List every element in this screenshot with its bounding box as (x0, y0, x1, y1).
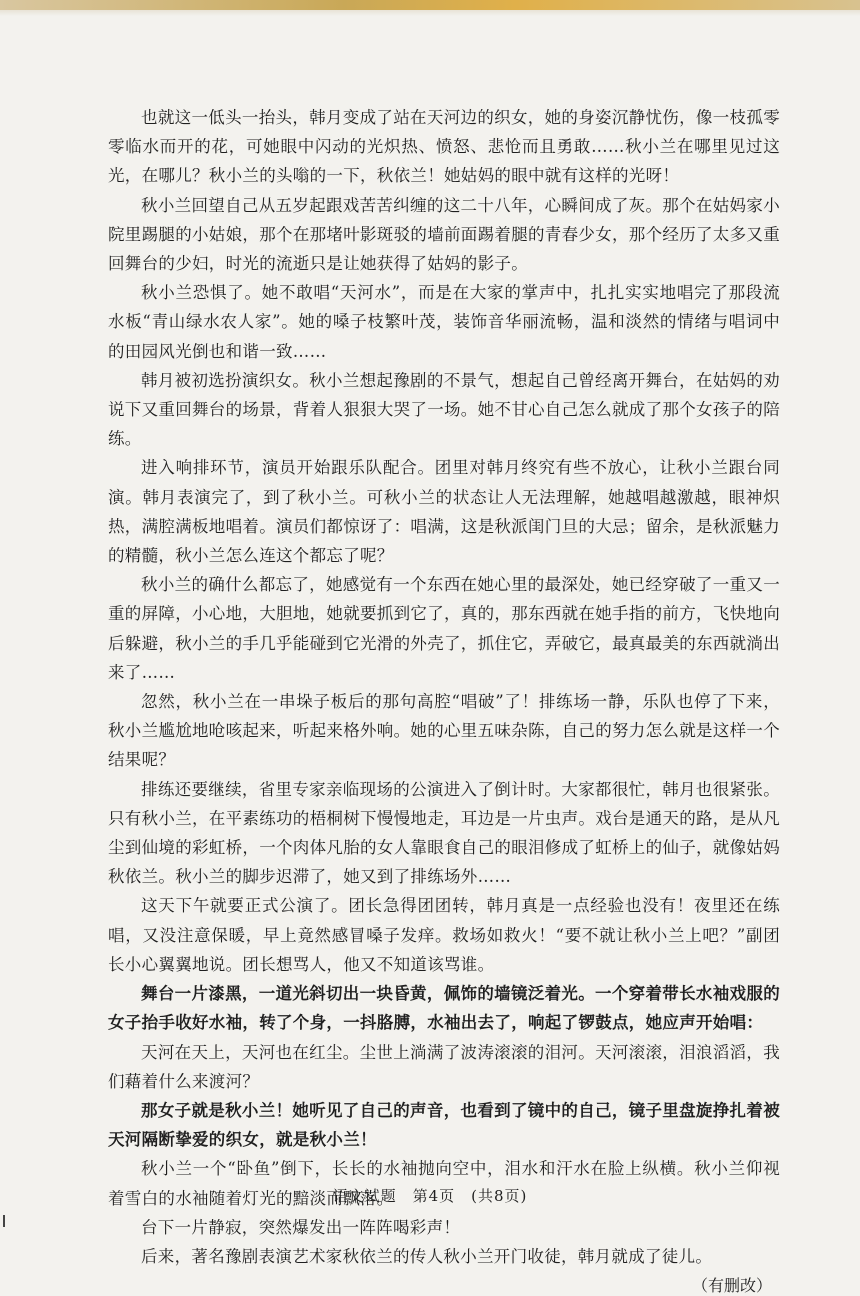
binding-mark (3, 1215, 5, 1227)
paragraph: 那女子就是秋小兰！她听见了自己的声音，也看到了镜中的自己，镜子里盘旋挣扎着被天河隔断挚爱的织女，就是秋小兰！ (108, 1100, 780, 1150)
page-top-shadow (0, 10, 860, 16)
page-top-edge (0, 0, 860, 10)
paragraph: 秋小兰回望自己从五岁起跟戏苦苦纠缠的这二十八年，心瞬间成了灰。那个在姑妈家小院里踢腿的小姑娘，那个在那堵叶影斑驳的墙前面踢着腿的青春少女，那个经历了太多又重回舞台的少妇，时光的流逝只是让她获得了姑妈的影子。 (108, 195, 780, 274)
paragraph: 天河在天上，天河也在红尘。尘世上淌满了波涛滚滚的泪河。天河滚滚，泪浪滔滔，我们藉着什么来渡河？ (108, 1042, 780, 1091)
paragraph: 舞台一片漆黑，一道光斜切出一块昏黄，佩饰的墙镜泛着光。一个穿着带长水袖戏服的女子抬手收好水袖，转了个身，一抖胳膊，水袖出去了，响起了锣鼓点，她应声开始唱： (108, 984, 780, 1033)
edit-note: （有删改） (691, 1276, 772, 1296)
paragraph: 后来，著名豫剧表演艺术家秋依兰的传人秋小兰开门收徒，韩月就成了徒儿。 (141, 1246, 713, 1266)
paragraph: 排练还要继续，省里专家亲临现场的公演进入了倒计时。大家都很忙，韩月也很紧张。只有秋小兰，在平素练功的梧桐树下慢慢地走，耳边是一片虫声。戏台是通天的路，是从凡尘到仙境的彩虹桥，一个肉体凡胎的女人靠眼食自己的眼泪修成了虹桥上的仙子，就像姑妈秋依兰。秋小兰的脚步迟滞了，她又到了排练场外…… (108, 779, 780, 887)
paragraph: 台下一片静寂，突然爆发出一阵阵喝彩声！ (141, 1217, 461, 1237)
paragraph: 秋小兰一个“卧鱼”倒下，长长的水袖抛向空中，泪水和汗水在脸上纵横。秋小兰仰视着雪白的水袖随着灯光的黯淡而飘落。 (108, 1159, 780, 1208)
paragraph: 进入响排环节，演员开始跟乐队配合。团里对韩月终究有些不放心，让秋小兰跟台同演。韩月表演完了，到了秋小兰。可秋小兰的状态让人无法理解，她越唱越激越，眼神炽热，满腔满板地唱着。演员们都惊讶了：唱满，这是秋派闺门旦的大忌；留余，是秋派魅力的精髓，秋小兰怎么连这个都忘了呢？ (108, 458, 780, 566)
page-footer: 语文试题 第4页 (共8页) (332, 1187, 528, 1205)
paragraph: 秋小兰恐惧了。她不敢唱“天河水”，而是在大家的掌声中，扎扎实实地唱完了那段流水板“青山绿水农人家”。她的嗓子枝繁叶茂，装饰音华丽流畅，温和淡然的情绪与唱词中的田园风光倒也和谐一致…… (108, 283, 780, 361)
paragraph: 忽然，秋小兰在一串垛子板后的那句高腔“唱破”了！排练场一静，乐队也停了下来，秋小兰尴尬地呛咳起来，听起来格外响。她的心里五味杂陈，自己的努力怎么就是这样一个结果呢？ (108, 692, 780, 770)
paragraph: 韩月被初选扮演织女。秋小兰想起豫剧的不景气，想起自己曾经离开舞台，在姑妈的劝说下又重回舞台的场景，背着人狠狠大哭了一场。她不甘心自己怎么就成了那个女孩子的陪练。 (108, 370, 780, 449)
paragraph: 这天下午就要正式公演了。团长急得团团转，韩月真是一点经验也没有！夜里还在练唱，又没注意保暖，早上竟然感冒嗓子发痒。救场如救火！“要不就让秋小兰上吧？”副团长小心翼翼地说。团长想骂人，他又不知道该骂谁。 (108, 896, 780, 974)
paragraph: 秋小兰的确什么都忘了，她感觉有一个东西在她心里的最深处，她已经穿破了一重又一重的屏障，小心地，大胆地，她就要抓到它了，真的，那东西就在她手指的前方，飞快地向后躲避，秋小兰的手几乎能碰到它光滑的外壳了，抓住它，弄破它，最真最美的东西就淌出来了…… (108, 575, 780, 682)
paragraph: 也就这一低头一抬头，韩月变成了站在天河边的织女，她的身姿沉静忧伤，像一枝孤零零临水而开的花，可她眼中闪动的光炽热、愤怒、悲怆而且勇敢……秋小兰在哪里见过这光，在哪儿？秋小兰的头嗡的一下，秋依兰！她姑妈的眼中就有这样的光呀！ (108, 108, 780, 186)
article-body (108, 103, 780, 1296)
